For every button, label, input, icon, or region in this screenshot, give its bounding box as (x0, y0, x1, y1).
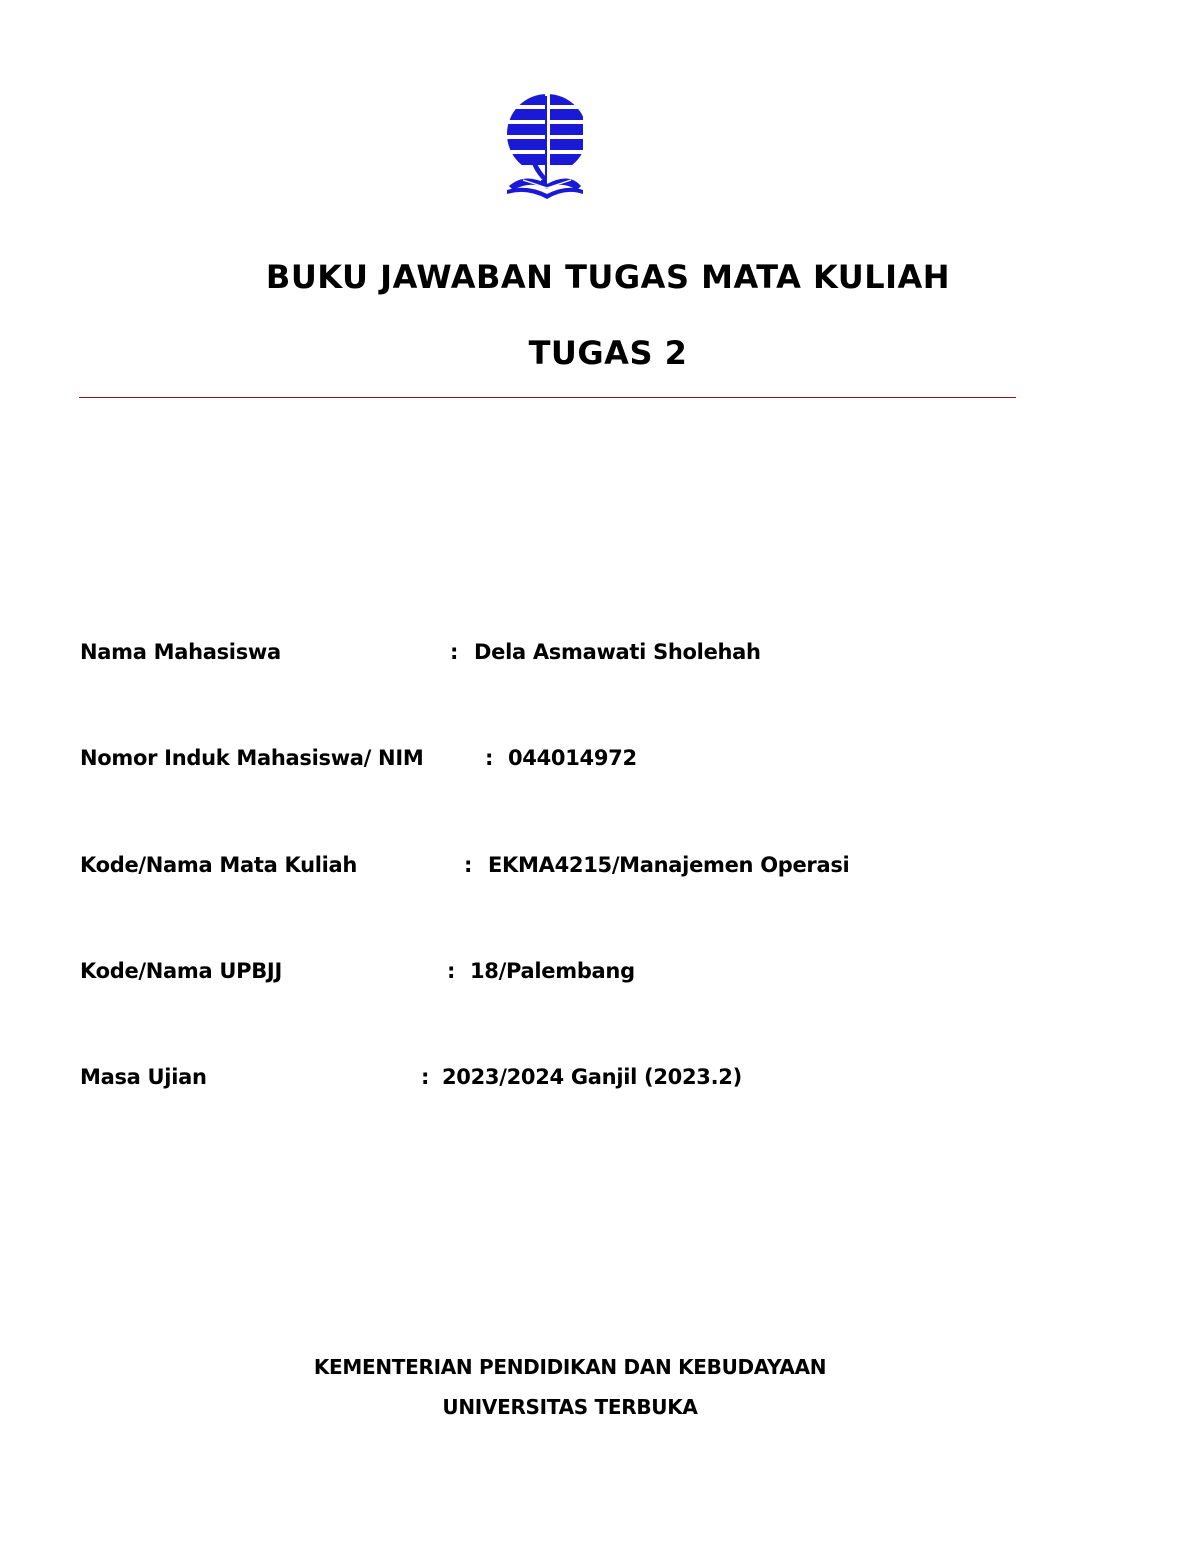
field-value: 044014972 (508, 746, 637, 770)
field-value: 18/Palembang (470, 959, 635, 983)
field-separator: : (464, 853, 473, 877)
field-label: Masa Ujian (80, 1065, 207, 1089)
assignment-number: TUGAS 2 (528, 334, 688, 372)
field-separator: : (450, 640, 459, 664)
field-label: Nomor Induk Mahasiswa/ NIM (80, 746, 424, 770)
field-label: Kode/Nama Mata Kuliah (80, 853, 358, 877)
field-value: EKMA4215/Manajemen Operasi (488, 853, 850, 877)
field-label: Kode/Nama UPBJJ (80, 959, 282, 983)
field-separator: : (421, 1065, 430, 1089)
ut-logo-icon (505, 88, 583, 200)
title-divider (79, 397, 1016, 398)
university-name: UNIVERSITAS TERBUKA (442, 1395, 698, 1419)
field-value: 2023/2024 Ganjil (2023.2) (442, 1065, 742, 1089)
field-separator: : (485, 746, 494, 770)
document-title: BUKU JAWABAN TUGAS MATA KULIAH (265, 258, 951, 296)
field-value: Dela Asmawati Sholehah (474, 640, 761, 664)
field-label: Nama Mahasiswa (80, 640, 281, 664)
field-separator: : (447, 959, 456, 983)
ministry-name: KEMENTERIAN PENDIDIKAN DAN KEBUDAYAAN (313, 1355, 827, 1379)
